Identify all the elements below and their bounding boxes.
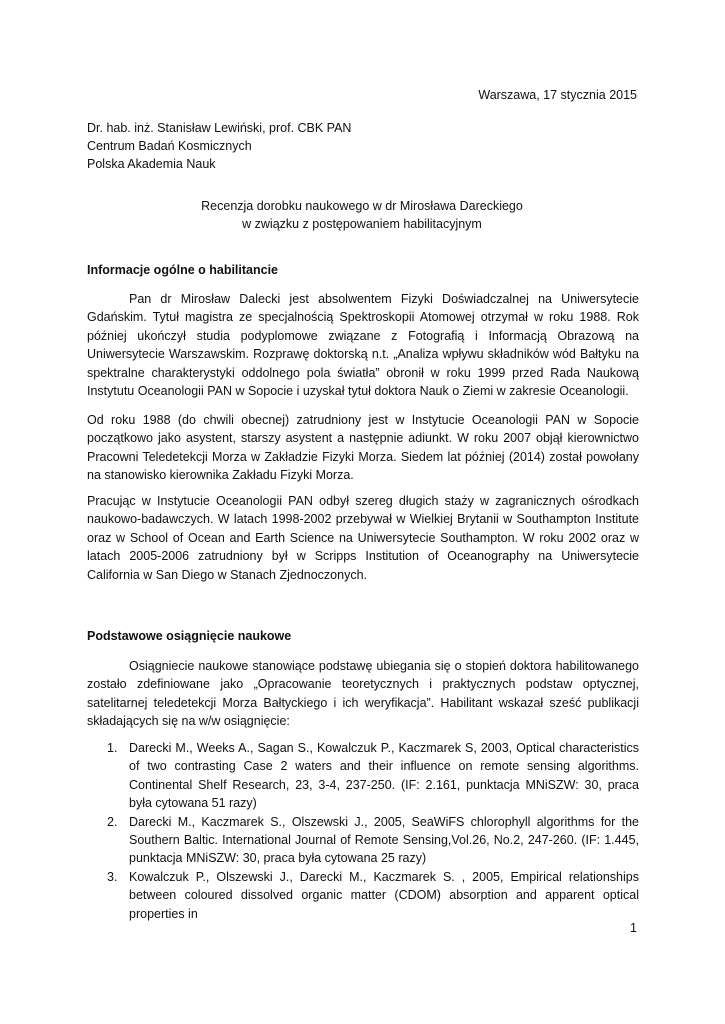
- list-item-number: 3.: [107, 869, 118, 884]
- paragraph-achievement-intro: Osiągniecie naukowe stanowiące podstawę ubiegania się o stopień doktora habilitowanego zostało zdefiniowane jako „Opracowanie teoretycznych i praktycznych podstaw optycznej, satelitarnej teledetekcji Morza Bałtyckiego i ich weryfikacja”. Habilitant wskazał sześć publikacji składających się na w/w osiągnięcie:: [87, 659, 639, 729]
- addressee-block: [87, 119, 351, 174]
- list-item-text: Darecki M., Weeks A., Sagan S., Kowalczuk P., Kaczmarek S, 2003, Optical characteristics of two contrasting Case 2 waters and their influence on remote sensing algorithms. Continental Shelf Research, 23, 3-4, 237-250. (IF: 2.161, punktacja MNiSZW: 30, praca była cytowana 51 razy): [129, 741, 639, 811]
- addressee-line: Centrum Badań Kosmicznych: [87, 139, 252, 154]
- addressee-line: Polska Akademia Nauk: [87, 157, 216, 172]
- addressee-line: Dr. hab. inż. Stanisław Lewiński, prof. CBK PAN: [87, 121, 352, 135]
- publication-list: [87, 739, 639, 923]
- list-item-number: 2.: [107, 814, 118, 829]
- page-number: 1: [630, 921, 637, 935]
- list-item: [87, 813, 639, 868]
- list-item: [87, 739, 639, 813]
- section-heading-general-info: Informacje ogólne o habilitancie: [87, 263, 279, 277]
- document-title: [87, 197, 637, 233]
- list-item-number: 1.: [107, 741, 118, 755]
- list-item-text: Kowalczuk P., Olszewski J., Darecki M., Kaczmarek S. , 2005, Empirical relationships between coloured dissolved organic matter (CDOM) absorption and apparent optical properties in: [129, 869, 639, 921]
- place-date: Warszawa, 17 stycznia 2015: [478, 88, 637, 102]
- paragraph-employment: Od roku 1988 (do chwili obecnej) zatrudniony jest w Instytucie Oceanologii PAN w Sopocie początkowo jako asystent, starszy asystent a następnie adiunkt. W roku 2007 objął kierownictwo Pracowni Teledetekcji Morza w Zakładzie Fizyki Morza. Siedem lat później (2014) został powołany na stanowisko kierownika Zakładu Fizyki Morza.: [87, 413, 639, 483]
- title-line: Recenzja dorobku naukowego w dr Mirosława Dareckiego: [201, 199, 523, 213]
- paragraph-education: Pan dr Mirosław Dalecki jest absolwentem Fizyki Doświadczalnej na Uniwersytecie Gdańskim. Tytuł magistra ze specjalnością Spektroskopii Atomowej otrzymał w roku 1988. Rok później ukończył studia podyplomowe związane z Fotografią i Informacją Obrazową na Uniwersytecie Warszawskim. Rozprawę doktorską n.t. „Analiza wpływu składników wód Bałtyku na spektralne charakterystyki oddolnego pola światła” obronił w roku 1999 przed Rada Naukową Instytutu Oceanologii PAN w Sopocie i uzyskał tytuł doktora Nauk o Ziemi w zakresie Oceanologii.: [87, 292, 639, 399]
- list-item-text: Darecki M., Kaczmarek S., Olszewski J., 2005, SeaWiFS chlorophyll algorithms for the Southern Baltic. International Journal of Remote Sensing,Vol.26, No.2, 247-260. (IF: 1.445, punktacja MNiSZW: 30, praca była cytowana 25 razy): [129, 814, 639, 866]
- paragraph-internships: Pracując w Instytucie Oceanologii PAN odbył szereg długich staży w zagranicznych ośrodkach naukowo-badawczych. W latach 1998-2002 przebywał w Wielkiej Brytanii w Southampton Institute oraz w School of Ocean and Earth Science na Uniwersytecie Southampton. W roku 2002 oraz w latach 2005-2006 zatrudniony był w Scripps Institution of Oceanography na Uniwersytecie California w San Diego w Stanach Zjednoczonych.: [87, 494, 639, 582]
- list-item: [87, 868, 639, 923]
- section-heading-achievement: Podstawowe osiągnięcie naukowe: [87, 629, 292, 643]
- title-line: w związku z postępowaniem habilitacyjnym: [242, 217, 482, 232]
